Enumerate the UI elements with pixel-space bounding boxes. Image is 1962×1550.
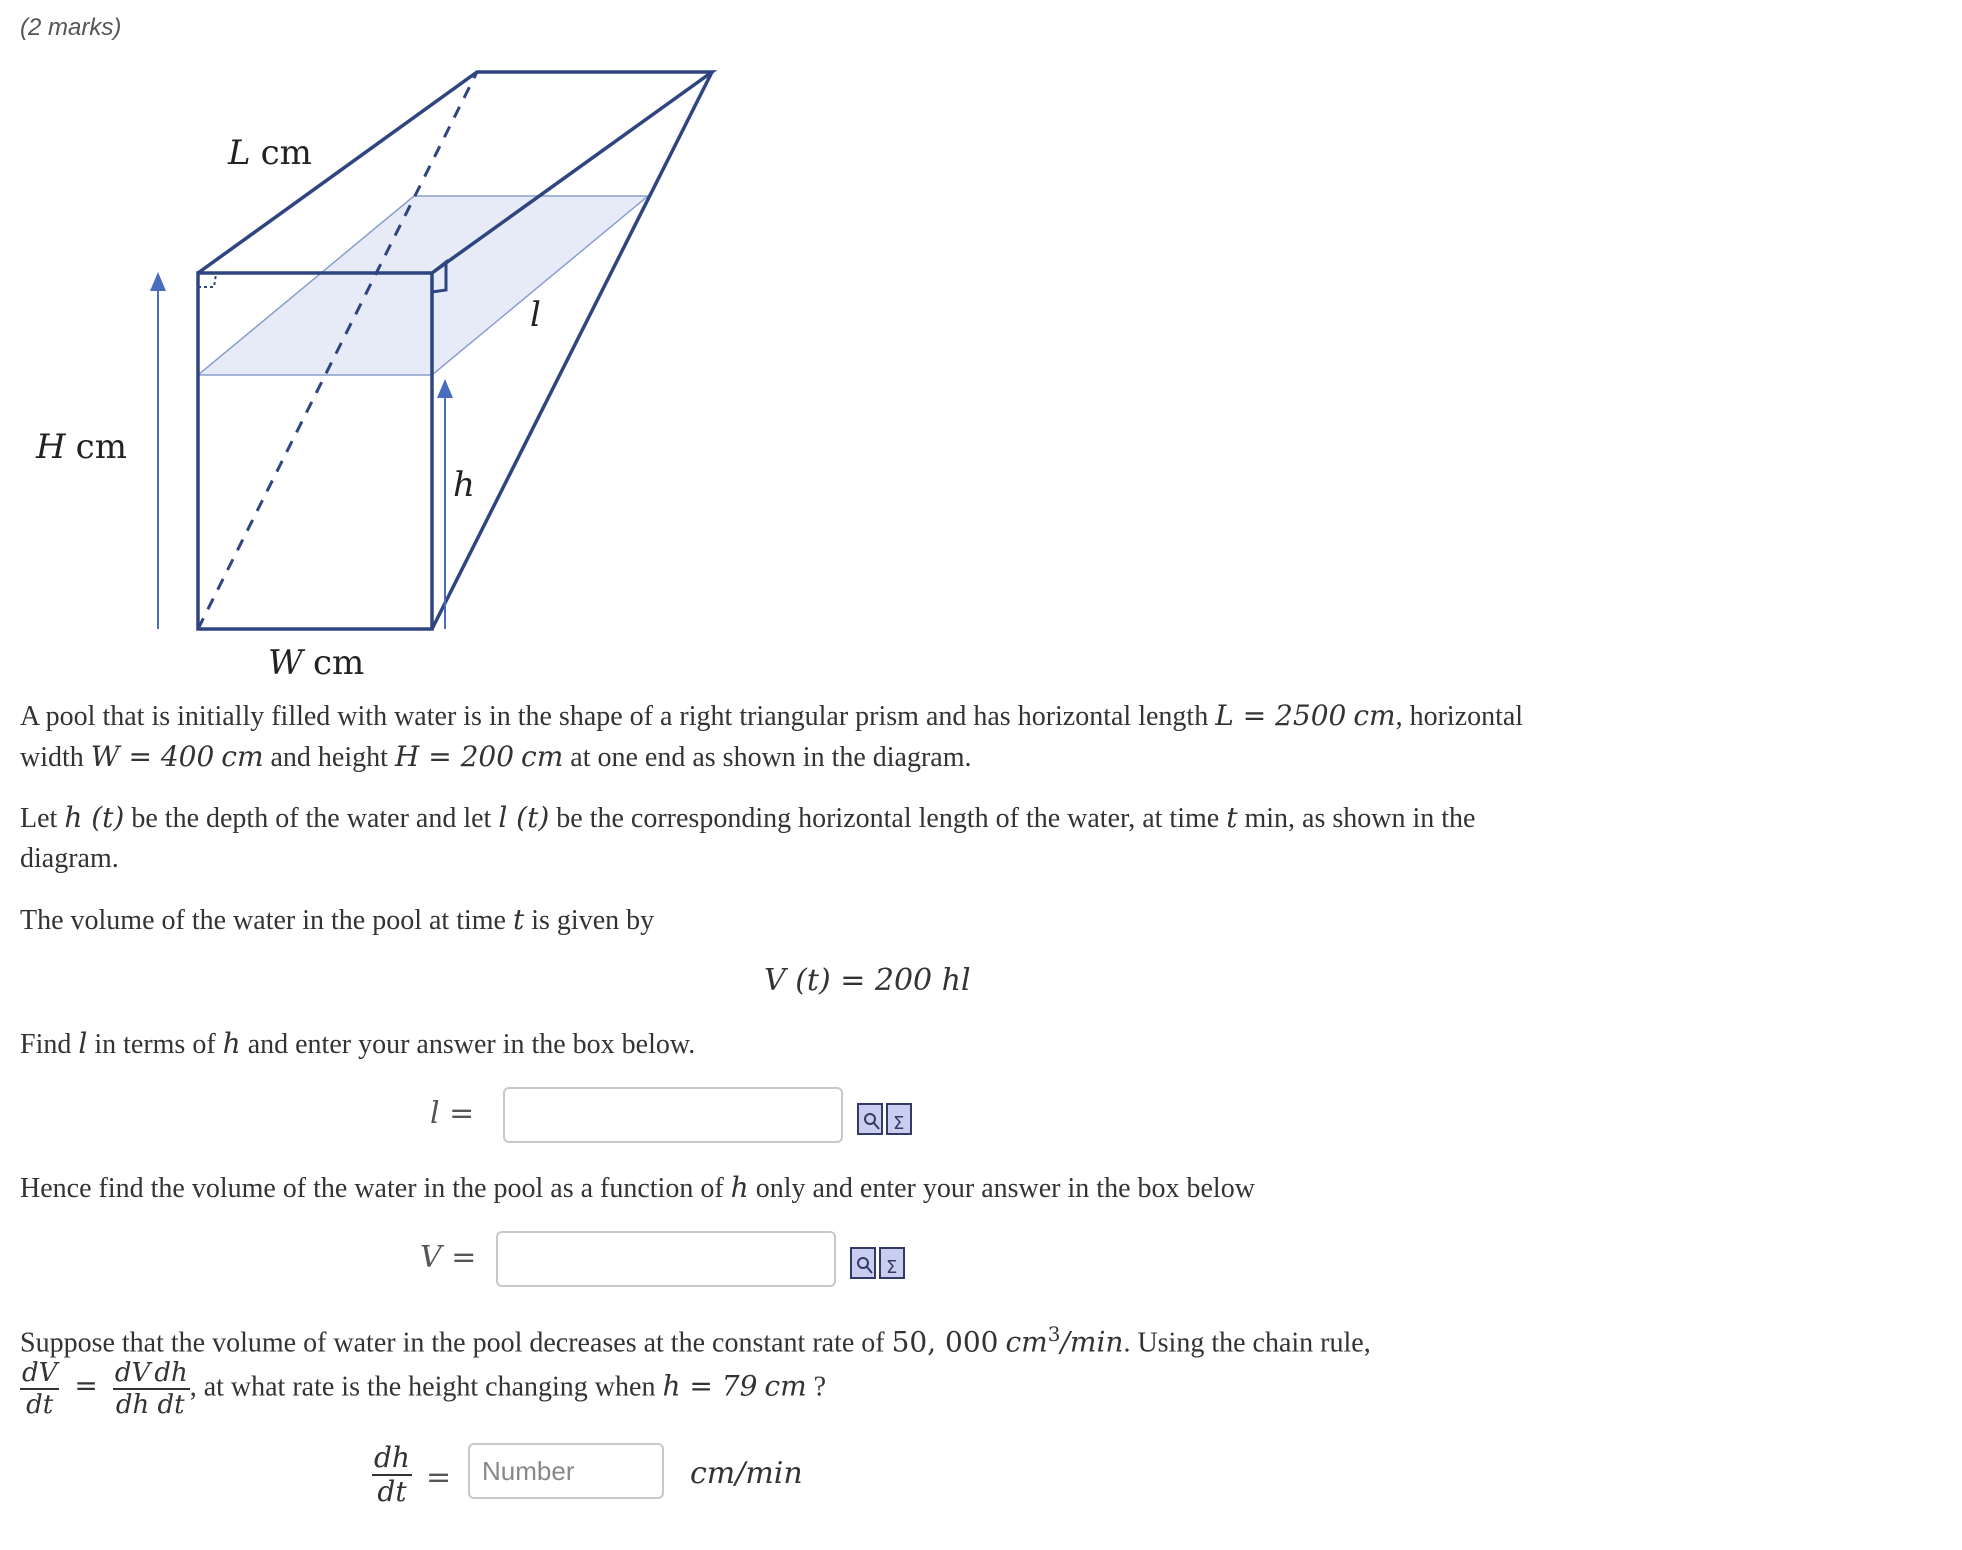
problem-statement: A pool that is initially filled with water is in the shape of a right triangular prism and has horizontal length L = 2500 cm, horizontal width W = 400 cm and height H = 200 cm at one end as shown in the diagram.: [20, 699, 1524, 773]
depth-arrow-head: [437, 379, 453, 398]
preview-icon[interactable]: [857, 1103, 883, 1135]
v-answer-input[interactable]: [496, 1231, 836, 1287]
svg-text:Σ: Σ: [886, 1257, 898, 1278]
label-h: h: [453, 465, 475, 505]
find-l-instruction: Find l in terms of h and enter your answer in the box below.: [20, 1027, 696, 1060]
label-L: L cm: [228, 133, 312, 173]
marks-label: (2 marks): [20, 14, 122, 41]
l-equals-label: l =: [430, 1096, 475, 1131]
definitions-paragraph: Let h (t) be the depth of the water and let l (t) be the corresponding horizontal length of the water, at time t min, as shown in the diagram.: [20, 801, 1476, 874]
volume-equation: V (t) = 200 hl: [764, 963, 971, 998]
frac-dV-dt: $\frac{dV}{dt}$: [22, 1358, 58, 1420]
volume-intro: The volume of the water in the pool at time t is given by: [20, 903, 655, 936]
label-H: H cm: [36, 427, 127, 467]
find-v-instruction: Hence find the volume of the water in the pool as a function of h only and enter your answer in the box below: [20, 1171, 1255, 1204]
chain-rule-line: $\frac{dV}{dt}$ = $\frac{dV}{dh}$ $\frac{dh}{dt}$ , at what rate is the height changing when h = 79 cm ?: [22, 1358, 827, 1420]
dhdt-equals: =: [426, 1460, 452, 1495]
dhdt-number-input[interactable]: [468, 1443, 664, 1499]
svg-text:Σ: Σ: [893, 1113, 905, 1134]
slant-edge: [432, 72, 712, 629]
equation-editor-icon[interactable]: [886, 1103, 912, 1135]
v-equals-label: V =: [420, 1240, 477, 1275]
preview-icon[interactable]: [850, 1247, 876, 1279]
rate-instruction: Suppose that the volume of water in the pool decreases at the constant rate of 50, 000 $cm^3/\min$. Using the chain rule,: [20, 1322, 1371, 1359]
label-W: W cm: [268, 643, 365, 680]
height-arrow-head: [150, 272, 166, 291]
equation-editor-icon[interactable]: [879, 1247, 905, 1279]
dhdt-unit: cm/min: [690, 1456, 803, 1491]
right-angle-mark-dotted: [198, 274, 216, 287]
l-answer-input[interactable]: [503, 1087, 843, 1143]
dhdt-label: $\frac{dh}{dt}$: [374, 1441, 410, 1508]
frac-dV-dh: $\frac{dV}{dh}$: [114, 1358, 151, 1420]
frac-dh-dt: $\frac{dh}{dt}$: [154, 1358, 188, 1420]
pool-diagram: [0, 0, 1962, 680]
label-l: l: [530, 295, 541, 335]
